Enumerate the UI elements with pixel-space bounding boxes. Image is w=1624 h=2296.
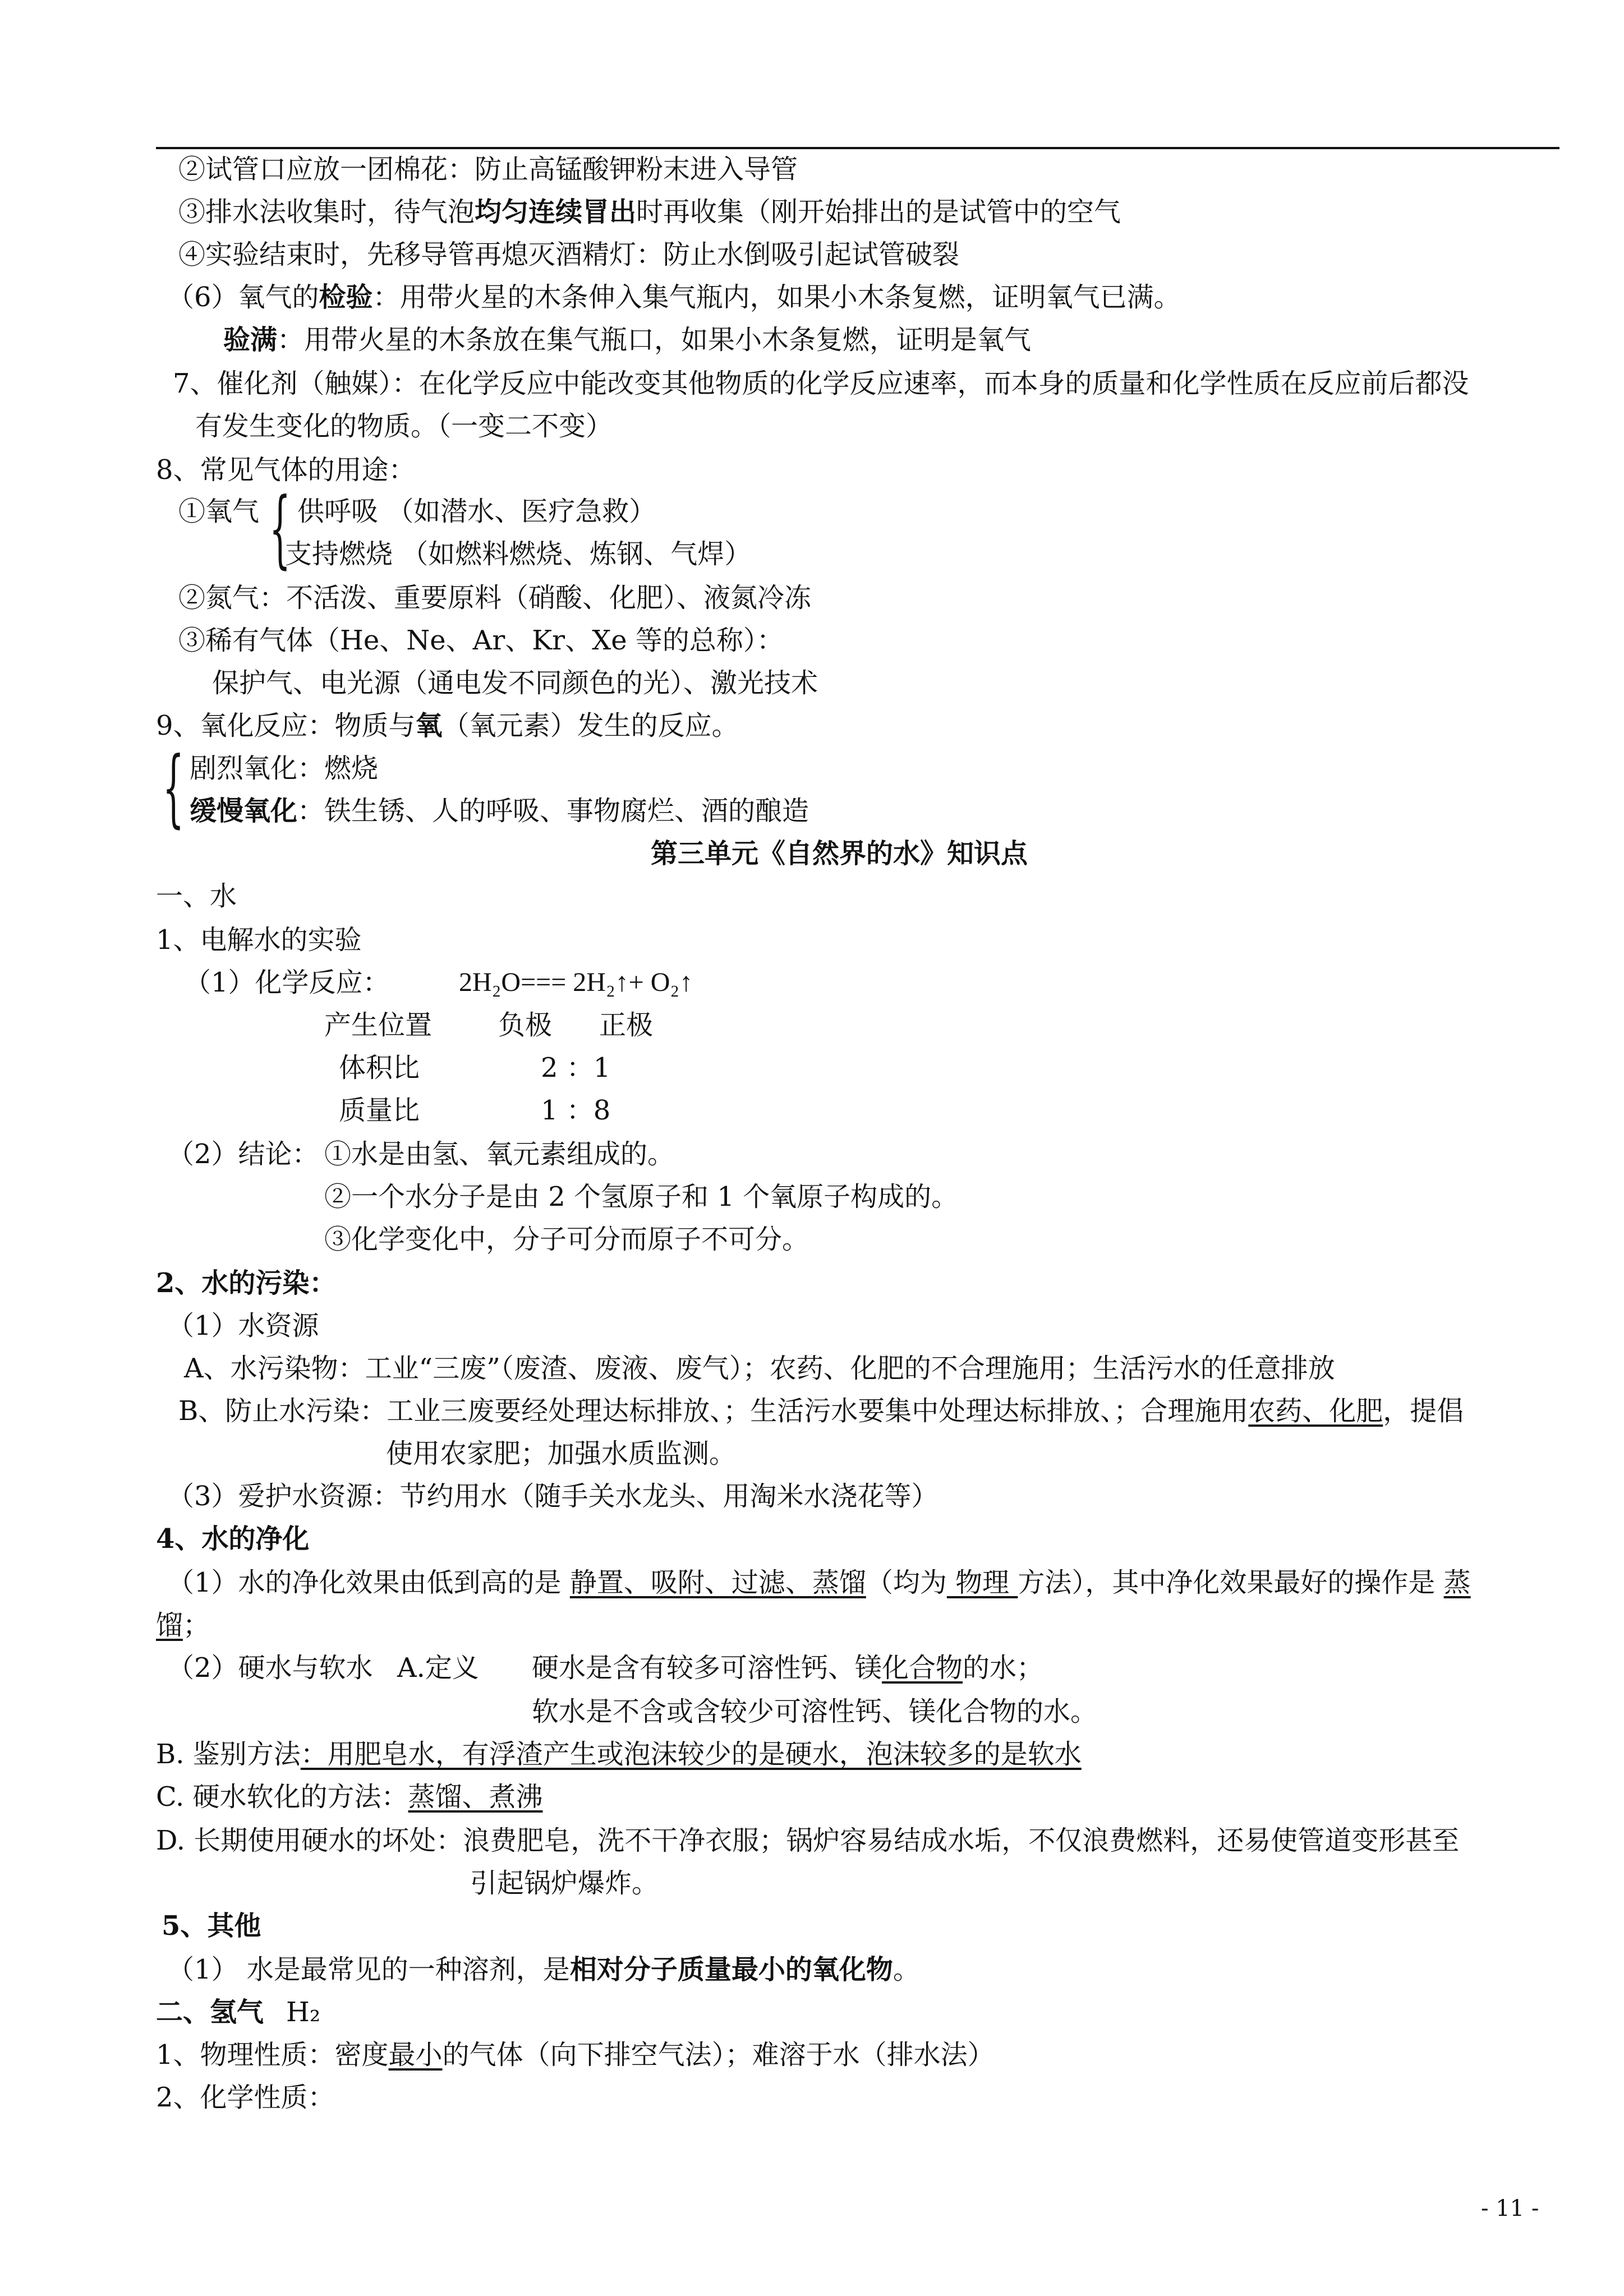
- text-line: ②氮气：不活泼、重要原料（硝酸、化肥）、液氮冷冻: [178, 582, 812, 614]
- header-rule: [156, 147, 1559, 149]
- text-line: 供呼吸 （如潜水、医疗急救）: [297, 496, 656, 527]
- page-number: - 11 -: [1481, 2196, 1539, 2221]
- section-heading: 一、水: [156, 880, 237, 912]
- text-line: 9、氧化反应：物质与氧（氧元素）发生的反应。: [156, 710, 739, 741]
- brace-icon: {: [269, 480, 291, 578]
- table-header: 负极: [498, 1009, 553, 1041]
- text-line: 软水是不含或含较少可溶性钙、镁化合物的水。: [532, 1696, 1098, 1727]
- text-line: A.定义: [397, 1652, 479, 1684]
- text-line: 使用农家肥；加强水质监测。: [386, 1438, 737, 1469]
- table-cell: 体积比: [339, 1052, 420, 1084]
- text-line: 剧烈氧化：燃烧: [190, 753, 379, 784]
- text-line: B. 鉴别方法：用肥皂水，有浮渣产生或泡沫较少的是硬水，泡沫较多的是软水: [156, 1739, 1082, 1770]
- text-line: （1） 水是最常见的一种溶剂，是相对分子质量最小的氧化物。: [167, 1954, 920, 1985]
- text-line: （3）爱护水资源：节约用水（随手关水龙头、用淘米水浇花等）: [167, 1481, 938, 1512]
- chemical-equation: 2H₂O=== 2H₂↑+ O₂↑: [459, 967, 693, 997]
- text-line: 有发生变化的物质。（一变二不变）: [195, 411, 613, 442]
- text-line: 支持燃烧 （如燃料燃烧、炼钢、气焊）: [285, 538, 752, 570]
- text-line: 1、物理性质：密度最小的气体（向下排空气法）；难溶于水（排水法）: [156, 2039, 995, 2071]
- section-heading: 1、电解水的实验: [156, 924, 362, 956]
- text-line: B、防止水污染：工业三废要经处理达标排放、；生活污水要集中处理达标排放、；合理施用农药、化肥，提倡: [178, 1395, 1464, 1427]
- text-line: ①氧气: [178, 496, 260, 527]
- section-heading: 2、水的污染：: [156, 1267, 337, 1299]
- text-line: ①水是由氢、氧元素组成的。: [324, 1138, 675, 1170]
- text-line: （1）水资源: [167, 1310, 319, 1341]
- text-line: 2、化学性质：: [156, 2082, 335, 2113]
- text-line: ③稀有气体（He、Ne、Ar、Kr、Xe 等的总称）：: [178, 625, 784, 656]
- text-line: ②试管口应放一团棉花：防止高锰酸钾粉末进入导管: [178, 154, 798, 185]
- section-heading: 5、其他: [162, 1910, 261, 1942]
- brace-icon: {: [163, 739, 185, 837]
- text-line: （1）水的净化效果由低到高的是 静置、吸附、过滤、蒸馏（均为 物理 方法），其中净化效果最好的操作是 蒸: [167, 1567, 1471, 1598]
- text-line: 引起锅炉爆炸。: [470, 1868, 659, 1899]
- table-header: 正极: [599, 1009, 654, 1041]
- text-line: （2）硬水与软水: [167, 1652, 373, 1684]
- text-line: ②一个水分子是由 2 个氢原子和 1 个氧原子构成的。: [324, 1181, 959, 1212]
- section-heading: 4、水的净化: [156, 1523, 310, 1555]
- text-line: （2）结论：: [167, 1138, 319, 1170]
- text-line: ④实验结束时，先移导管再熄灭酒精灯：防止水倒吸引起试管破裂: [178, 239, 960, 270]
- text-line: ③排水法收集时，待气泡均匀连续冒出时再收集（刚开始排出的是试管中的空气: [178, 196, 1121, 228]
- text-line: 7、催化剂（触媒）：在化学反应中能改变其他物质的化学反应速率，而本身的质量和化学性质在反应前后都没: [173, 368, 1469, 399]
- text-line: 馏；: [156, 1610, 210, 1641]
- table-cell: 2 ：1: [541, 1052, 611, 1084]
- text-line: 硬水是含有较多可溶性钙、镁化合物的水；: [532, 1652, 1044, 1684]
- unit-title: 第三单元《自然界的水》知识点: [651, 838, 1028, 869]
- text-line: 缓慢氧化：铁生锈、人的呼吸、事物腐烂、酒的酿造: [190, 795, 809, 827]
- text-line: C. 硬水软化的方法：蒸馏、煮沸: [156, 1781, 543, 1813]
- text-line: 验满：用带火星的木条放在集气瓶口，如果小木条复燃，证明是氧气: [223, 324, 1032, 356]
- text-line: D. 长期使用硬水的坏处：浪费肥皂，洗不干净衣服；锅炉容易结成水垢，不仅浪费燃料，还易使管道变形甚至: [156, 1825, 1460, 1856]
- text-line: （6）氧气的检验：用带火星的木条伸入集气瓶内，如果小木条复燃，证明氧气已满。: [167, 282, 1181, 313]
- section-heading: 8、常见气体的用途：: [156, 454, 416, 486]
- table-cell: 1 ：8: [541, 1095, 611, 1126]
- table-header: 产生位置: [324, 1009, 433, 1041]
- text-line: （1）化学反应：: [184, 967, 390, 998]
- text-line: 保护气、电光源（通电发不同颜色的光）、激光技术: [212, 667, 818, 699]
- text-line: ③化学变化中，分子可分而原子不可分。: [324, 1224, 809, 1255]
- section-heading: 二、氢气 H₂: [156, 1997, 321, 2028]
- text-line: A、水污染物：工业“三废”（废渣、废液、废气）；农药、化肥的不合理施用；生活污水的任意排放: [184, 1353, 1335, 1384]
- table-cell: 质量比: [339, 1095, 420, 1126]
